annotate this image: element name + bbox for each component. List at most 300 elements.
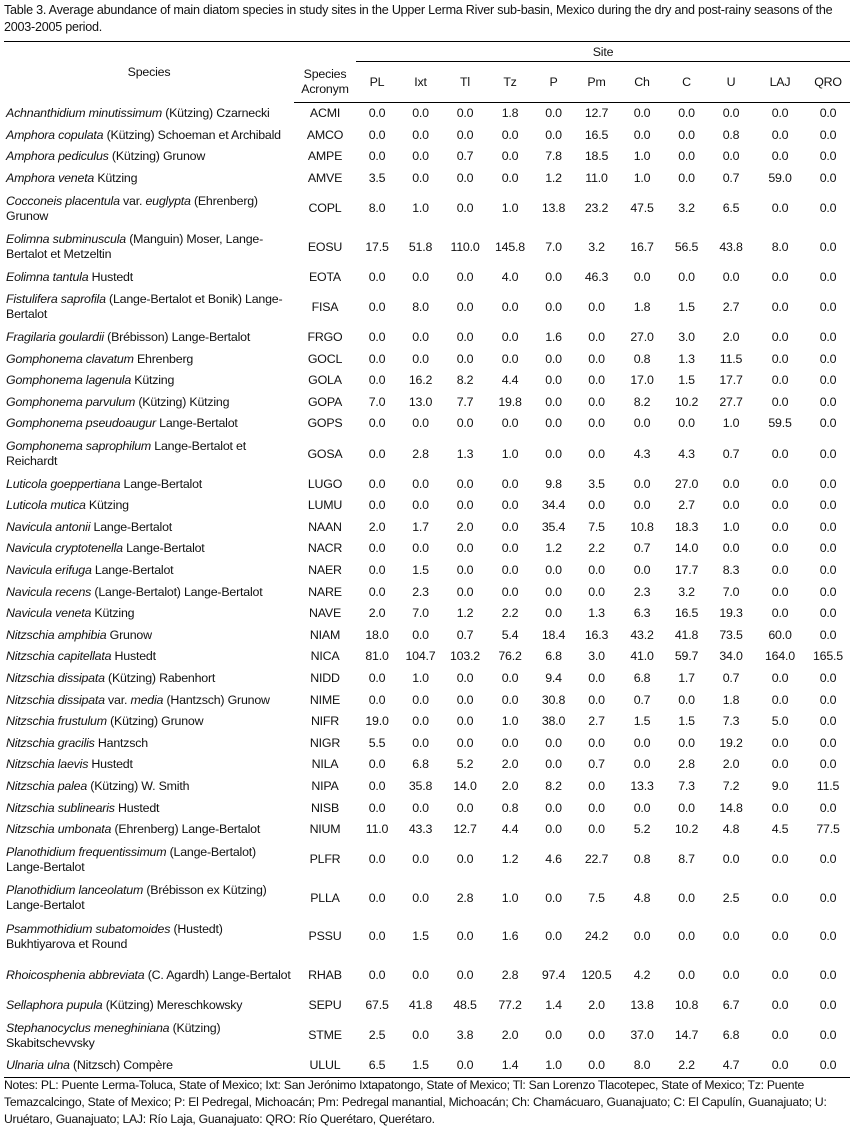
species-acronym: EOSU bbox=[307, 239, 343, 254]
abundance-cell: 0.0 bbox=[456, 735, 474, 750]
abundance-cell: 0.0 bbox=[819, 476, 837, 491]
abundance-cell: 0.0 bbox=[412, 106, 429, 121]
abundance-cell: 1.5 bbox=[398, 1055, 443, 1077]
abundance-cell: 1.0 bbox=[501, 714, 519, 729]
abundance-cell: 0.0 bbox=[678, 127, 695, 142]
table-row bbox=[4, 711, 850, 733]
abundance-cell: 0.0 bbox=[545, 606, 562, 621]
abundance-cell: 14.8 bbox=[719, 800, 743, 815]
abundance-cell: 0.0 bbox=[588, 584, 605, 599]
abundance-cell: 0.0 bbox=[456, 201, 474, 216]
abundance-cell: 4.6 bbox=[545, 852, 562, 867]
abundance-cell: 3.2 bbox=[678, 201, 695, 216]
site-column-header: C bbox=[665, 62, 708, 103]
abundance-cell: 2.0 bbox=[368, 606, 386, 621]
species-name: Nitzschia sublinearis Hustedt bbox=[6, 800, 160, 815]
abundance-cell: 8.2 bbox=[633, 394, 651, 409]
abundance-cell: 1.0 bbox=[501, 890, 519, 905]
abundance-cell: 0.0 bbox=[368, 373, 386, 388]
abundance-cell: 0.0 bbox=[819, 627, 837, 642]
abundance-cell: 6.8 bbox=[633, 670, 651, 685]
abundance-cell: 2.8 bbox=[501, 967, 519, 982]
table-row bbox=[4, 168, 850, 190]
species-name: Nitzschia amphibia Grunow bbox=[6, 627, 152, 642]
abundance-cell: 7.0 bbox=[545, 239, 562, 254]
abundance-cell: 2.0 bbox=[501, 757, 519, 772]
species-acronym: COPL bbox=[308, 201, 342, 216]
abundance-cell: 14.0 bbox=[453, 778, 477, 793]
abundance-cell: 17.7 bbox=[674, 562, 699, 577]
abundance-cell: 4.4 bbox=[501, 373, 519, 388]
abundance-cell: 13.0 bbox=[408, 394, 433, 409]
abundance-cell: 35.8 bbox=[408, 778, 433, 793]
site-column-header: Tl bbox=[443, 62, 487, 103]
species-name: Eolimna tantula Hustedt bbox=[6, 269, 133, 284]
species-acronym: NAAN bbox=[308, 519, 342, 534]
species-acronym: NARE bbox=[308, 584, 342, 599]
table-row bbox=[4, 840, 850, 879]
abundance-cell: 48.5 bbox=[453, 998, 477, 1013]
species-name: Gomphonema clavatum Ehrenberg bbox=[6, 351, 194, 366]
abundance-cell: 6.8 bbox=[412, 757, 429, 772]
abundance-cell: 0.0 bbox=[819, 519, 837, 534]
abundance-cell: 165.5 bbox=[812, 649, 843, 664]
abundance-cell: 0.0 bbox=[456, 584, 474, 599]
abundance-cell: 0.0 bbox=[501, 171, 519, 186]
abundance-cell: 0.0 bbox=[545, 584, 562, 599]
abundance-cell: 6.5 bbox=[722, 201, 740, 216]
species-acronym: PSSU bbox=[308, 929, 342, 944]
abundance-cell: 0.0 bbox=[545, 446, 562, 461]
abundance-cell: 6.8 bbox=[545, 649, 562, 664]
abundance-cell: 2.0 bbox=[368, 519, 386, 534]
abundance-cell: 0.0 bbox=[819, 967, 837, 982]
abundance-cell: 0.0 bbox=[412, 269, 429, 284]
abundance-cell: 0.0 bbox=[588, 416, 605, 431]
abundance-cell: 0.0 bbox=[412, 627, 429, 642]
abundance-cell: 0.0 bbox=[633, 269, 651, 284]
abundance-cell: 97.4 bbox=[541, 967, 566, 982]
table-row bbox=[4, 103, 850, 125]
table-row bbox=[4, 392, 850, 414]
abundance-cell: 0.7 bbox=[456, 627, 474, 642]
abundance-cell: 4.5 bbox=[771, 822, 789, 837]
abundance-cell: 0.0 bbox=[771, 852, 789, 867]
abundance-cell: 0.0 bbox=[412, 890, 429, 905]
abundance-cell: 4.4 bbox=[501, 822, 519, 837]
abundance-cell: 0.0 bbox=[771, 735, 789, 750]
abundance-cell: 0.0 bbox=[633, 106, 651, 121]
abundance-cell: 0.0 bbox=[722, 106, 740, 121]
abundance-cell: 0.0 bbox=[771, 967, 789, 982]
abundance-cell: 9.8 bbox=[545, 476, 562, 491]
abundance-cell: 34.0 bbox=[719, 649, 743, 664]
abundance-cell: 6.5 bbox=[356, 1055, 398, 1077]
abundance-cell: 0.0 bbox=[545, 351, 562, 366]
abundance-cell: 0.0 bbox=[456, 299, 474, 314]
abundance-cell: 18.5 bbox=[584, 149, 609, 164]
abundance-cell: 0.0 bbox=[545, 299, 562, 314]
species-acronym: PLFR bbox=[309, 852, 341, 867]
abundance-cell: 77.2 bbox=[498, 998, 522, 1013]
table-row bbox=[4, 689, 850, 711]
site-column-header: U bbox=[708, 62, 754, 103]
species-name: Nitzschia capitellata Hustedt bbox=[6, 649, 156, 664]
abundance-cell: 0.0 bbox=[368, 351, 386, 366]
abundance-cell: 0.0 bbox=[819, 998, 837, 1013]
species-name: Gomphonema lagenula Kützing bbox=[6, 373, 175, 388]
abundance-cell: 0.0 bbox=[368, 778, 386, 793]
abundance-cell: 0.0 bbox=[771, 890, 789, 905]
species-acronym: NIPA bbox=[311, 778, 339, 793]
abundance-cell: 27.0 bbox=[674, 476, 699, 491]
abundance-cell: 0.8 bbox=[722, 127, 740, 142]
abundance-cell: 1.0 bbox=[722, 416, 740, 431]
abundance-cell: 0.0 bbox=[412, 735, 429, 750]
abundance-cell: 2.2 bbox=[501, 606, 519, 621]
abundance-cell: 0.0 bbox=[771, 670, 789, 685]
abundance-cell: 0.0 bbox=[771, 757, 789, 772]
species-name: Planothidium lanceolatum (Brébisson ex Kützing) Lange-Bertalot bbox=[6, 883, 267, 913]
species-acronym: NIME bbox=[309, 692, 341, 707]
abundance-cell: 0.0 bbox=[678, 416, 695, 431]
abundance-cell: 0.0 bbox=[456, 800, 474, 815]
species-acronym: LUGO bbox=[307, 476, 343, 491]
abundance-cell: 11.5 bbox=[719, 351, 743, 366]
species-header: Species bbox=[4, 42, 294, 103]
abundance-cell: 0.0 bbox=[771, 351, 789, 366]
abundance-cell: 0.0 bbox=[771, 1028, 789, 1043]
abundance-cell: 0.0 bbox=[368, 929, 386, 944]
abundance-cell: 7.3 bbox=[722, 714, 740, 729]
abundance-cell: 47.5 bbox=[630, 201, 654, 216]
site-column-header: PL bbox=[356, 62, 398, 103]
table-row bbox=[4, 668, 850, 690]
abundance-cell: 41.0 bbox=[630, 649, 654, 664]
table-row bbox=[4, 267, 850, 289]
table-notes: Notes: PL: Puente Lerma-Toluca, State of Mexico; Ixt: San Jerónimo Ixtapatongo, State of Mexico; Tl: San Lorenzo Tlacotepec, State of Mexico; Tz: Puente Temazcalcingo, State of Mexico; P: El Pedregal, Michoacán; Pm: Pedregal manantial, Michoacán; Ch: Chamácuaro, Guanajuato; C: El Capulín, Guanajuato; U: Uruétaro, Guanajuato; LAJ: Río Laja, Guanajuato: QRO: Río Querétaro, Querétaro. bbox=[4, 1078, 827, 1126]
abundance-cell: 0.0 bbox=[501, 519, 519, 534]
site-column-header: Ch bbox=[619, 62, 665, 103]
abundance-cell: 5.4 bbox=[501, 627, 519, 642]
abundance-cell: 0.0 bbox=[412, 498, 429, 513]
abundance-cell: 17.5 bbox=[365, 239, 389, 254]
abundance-cell: 1.0 bbox=[412, 670, 429, 685]
table-row bbox=[4, 413, 850, 435]
abundance-cell: 14.7 bbox=[674, 1028, 699, 1043]
abundance-cell: 0.0 bbox=[456, 562, 474, 577]
abundance-cell: 0.0 bbox=[368, 498, 386, 513]
abundance-cell: 18.3 bbox=[674, 519, 699, 534]
table-row bbox=[4, 560, 850, 582]
abundance-cell: 2.0 bbox=[501, 1028, 519, 1043]
site-column-header: Pm bbox=[574, 62, 619, 103]
abundance-cell: 0.0 bbox=[456, 106, 474, 121]
abundance-cell: 0.0 bbox=[368, 416, 386, 431]
abundance-cell: 0.0 bbox=[819, 330, 837, 345]
abundance-cell: 43.2 bbox=[630, 627, 654, 642]
abundance-cell: 41.8 bbox=[408, 998, 433, 1013]
abundance-cell: 11.5 bbox=[816, 778, 840, 793]
abundance-cell: 8.2 bbox=[456, 373, 474, 388]
abundance-cell: 0.0 bbox=[368, 299, 386, 314]
abundance-cell: 0.0 bbox=[771, 929, 789, 944]
abundance-cell: 8.0 bbox=[619, 1055, 665, 1077]
abundance-cell: 9.0 bbox=[771, 778, 789, 793]
species-acronym: NIDD bbox=[310, 670, 340, 685]
abundance-cell: 1.5 bbox=[678, 373, 695, 388]
abundance-cell: 0.0 bbox=[588, 778, 605, 793]
abundance-cell: 0.0 bbox=[588, 299, 605, 314]
abundance-cell: 4.0 bbox=[501, 269, 519, 284]
abundance-cell: 1.0 bbox=[633, 171, 651, 186]
species-name: Sellaphora pupula (Kützing) Mereschkowsky bbox=[6, 998, 243, 1013]
abundance-cell: 2.5 bbox=[368, 1028, 386, 1043]
species-name: Gomphonema saprophilum Lange-Bertalot et Reichardt bbox=[6, 439, 246, 469]
abundance-cell: 0.0 bbox=[545, 735, 562, 750]
abundance-cell: 0.0 bbox=[722, 269, 740, 284]
abundance-cell: 0.0 bbox=[819, 269, 837, 284]
abundance-cell: 43.3 bbox=[408, 822, 433, 837]
abundance-cell: 145.8 bbox=[494, 239, 525, 254]
abundance-cell: 16.7 bbox=[630, 239, 654, 254]
abundance-cell: 0.0 bbox=[368, 446, 386, 461]
abundance-cell: 1.5 bbox=[412, 562, 429, 577]
site-column-header: QRO bbox=[806, 62, 850, 103]
abundance-cell: 0.0 bbox=[501, 127, 519, 142]
abundance-cell: 0.0 bbox=[412, 1028, 429, 1043]
abundance-cell: 0.0 bbox=[412, 541, 429, 556]
abundance-cell: 0.0 bbox=[545, 416, 562, 431]
abundance-cell: 1.7 bbox=[412, 519, 429, 534]
abundance-cell: 103.2 bbox=[449, 649, 480, 664]
abundance-cell: 0.0 bbox=[588, 562, 605, 577]
abundance-cell: 0.0 bbox=[368, 149, 386, 164]
abundance-cell: 0.0 bbox=[633, 562, 651, 577]
abundance-cell: 19.3 bbox=[719, 606, 743, 621]
abundance-cell: 0.0 bbox=[771, 149, 789, 164]
abundance-cell: 1.0 bbox=[533, 1055, 574, 1077]
species-acronym: ULUL bbox=[294, 1055, 356, 1077]
abundance-cell: 0.0 bbox=[368, 670, 386, 685]
abundance-cell: 12.7 bbox=[453, 822, 477, 837]
abundance-cell: 0.0 bbox=[678, 149, 695, 164]
species-acronym: AMVE bbox=[307, 171, 343, 186]
species-name: Nitzschia dissipata var. media (Hantzsch) Grunow bbox=[6, 692, 270, 707]
abundance-cell: 1.0 bbox=[633, 149, 651, 164]
abundance-cell: 0.0 bbox=[819, 670, 837, 685]
abundance-cell: 0.0 bbox=[545, 1028, 562, 1043]
abundance-cell: 6.7 bbox=[722, 998, 740, 1013]
table-row bbox=[4, 581, 850, 603]
abundance-cell: 2.0 bbox=[722, 757, 740, 772]
species-acronym: PLLA bbox=[310, 890, 340, 905]
abundance-cell: 0.0 bbox=[678, 692, 695, 707]
abundance-cell: 0.0 bbox=[819, 562, 837, 577]
abundance-cell: 0.0 bbox=[771, 498, 789, 513]
abundance-cell: 38.0 bbox=[541, 714, 566, 729]
species-name: Nitzschia laevis Hustedt bbox=[6, 757, 133, 772]
species-name: Stephanocyclus meneghiniana (Kützing) Skabitschevvsky bbox=[6, 1020, 221, 1050]
table-row bbox=[4, 495, 850, 517]
abundance-cell: 1.3 bbox=[678, 351, 695, 366]
abundance-cell: 0.0 bbox=[722, 541, 740, 556]
abundance-cell: 0.0 bbox=[588, 735, 605, 750]
abundance-cell: 2.0 bbox=[456, 519, 474, 534]
abundance-cell: 9.4 bbox=[545, 670, 562, 685]
abundance-cell: 0.0 bbox=[456, 852, 474, 867]
abundance-cell: 5.2 bbox=[633, 822, 651, 837]
abundance-cell: 0.0 bbox=[588, 498, 605, 513]
abundance-cell: 1.8 bbox=[501, 106, 519, 121]
species-acronym: NIUM bbox=[309, 822, 341, 837]
abundance-cell: 0.0 bbox=[771, 330, 789, 345]
abundance-cell: 0.0 bbox=[368, 757, 386, 772]
abundance-cell: 10.2 bbox=[674, 394, 699, 409]
abundance-cell: 2.3 bbox=[633, 584, 651, 599]
species-acronym: NIFR bbox=[310, 714, 340, 729]
abundance-cell: 0.0 bbox=[412, 330, 429, 345]
abundance-cell: 7.5 bbox=[588, 890, 605, 905]
abundance-cell: 4.7 bbox=[708, 1055, 754, 1077]
abundance-cell: 0.0 bbox=[633, 800, 651, 815]
species-acronym: NAVE bbox=[308, 606, 342, 621]
abundance-cell: 0.0 bbox=[368, 692, 386, 707]
abundance-cell: 0.0 bbox=[819, 106, 837, 121]
abundance-cell: 0.0 bbox=[368, 967, 386, 982]
abundance-cell: 0.0 bbox=[456, 127, 474, 142]
abundance-cell: 6.8 bbox=[722, 1028, 740, 1043]
abundance-cell: 1.3 bbox=[588, 606, 605, 621]
abundance-cell: 3.5 bbox=[588, 476, 605, 491]
table-row bbox=[4, 189, 850, 228]
abundance-cell: 0.8 bbox=[633, 852, 651, 867]
abundance-cell: 8.0 bbox=[771, 239, 789, 254]
abundance-cell: 10.8 bbox=[630, 519, 654, 534]
abundance-cell: 1.6 bbox=[545, 330, 562, 345]
abundance-cell: 1.2 bbox=[456, 606, 474, 621]
abundance-cell: 18.4 bbox=[541, 627, 566, 642]
abundance-cell: 0.0 bbox=[368, 127, 386, 142]
species-name: Navicula erifuga Lange-Bertalot bbox=[6, 562, 174, 577]
abundance-cell: 7.2 bbox=[722, 778, 740, 793]
abundance-cell: 0.0 bbox=[633, 476, 651, 491]
species-name: Navicula recens (Lange-Bertalot) Lange-Bertalot bbox=[6, 584, 263, 599]
table-row bbox=[4, 797, 850, 819]
abundance-cell: 0.0 bbox=[819, 735, 837, 750]
abundance-cell: 2.8 bbox=[456, 890, 474, 905]
abundance-cell: 0.0 bbox=[412, 692, 429, 707]
abundance-cell: 1.5 bbox=[633, 714, 651, 729]
abundance-cell: 77.5 bbox=[816, 822, 840, 837]
abundance-cell: 14.0 bbox=[674, 541, 699, 556]
abundance-cell: 0.0 bbox=[545, 929, 562, 944]
abundance-cell: 0.0 bbox=[501, 149, 519, 164]
abundance-cell: 1.7 bbox=[678, 670, 695, 685]
abundance-cell: 19.0 bbox=[365, 714, 389, 729]
table-row bbox=[4, 1055, 850, 1077]
species-acronym: NICA bbox=[310, 649, 340, 664]
species-name: Luticola mutica Kützing bbox=[6, 498, 129, 513]
abundance-cell: 0.0 bbox=[819, 149, 837, 164]
species-name: Cocconeis placentula var. euglypta (Ehrenberg) Grunow bbox=[6, 193, 258, 223]
abundance-cell: 0.0 bbox=[771, 562, 789, 577]
table-row bbox=[4, 879, 850, 918]
abundance-cell: 0.0 bbox=[545, 562, 562, 577]
abundance-cell: 59.5 bbox=[768, 416, 792, 431]
abundance-cell: 0.0 bbox=[678, 735, 695, 750]
abundance-cell: 0.0 bbox=[819, 584, 837, 599]
abundance-cell: 0.0 bbox=[412, 967, 429, 982]
abundance-cell: 19.8 bbox=[498, 394, 522, 409]
site-column-header: Ixt bbox=[398, 62, 443, 103]
abundance-cell: 8.7 bbox=[678, 852, 695, 867]
abundance-cell: 0.0 bbox=[545, 127, 562, 142]
abundance-cell: 0.0 bbox=[456, 416, 474, 431]
species-acronym: LUMU bbox=[307, 498, 343, 513]
abundance-cell: 3.0 bbox=[588, 649, 605, 664]
abundance-cell: 3.0 bbox=[678, 330, 695, 345]
abundance-cell: 7.0 bbox=[412, 606, 429, 621]
abundance-cell: 30.8 bbox=[541, 692, 566, 707]
abundance-cell: 0.0 bbox=[819, 714, 837, 729]
abundance-cell: 2.7 bbox=[722, 299, 740, 314]
abundance-cell: 0.8 bbox=[633, 351, 651, 366]
abundance-cell: 27.0 bbox=[630, 330, 654, 345]
table-row bbox=[4, 646, 850, 668]
abundance-cell: 0.0 bbox=[501, 351, 519, 366]
table-row bbox=[4, 348, 850, 370]
abundance-cell: 0.0 bbox=[678, 171, 695, 186]
abundance-cell: 0.0 bbox=[819, 890, 837, 905]
abundance-cell: 13.8 bbox=[541, 201, 566, 216]
abundance-cell: 0.0 bbox=[588, 373, 605, 388]
abundance-cell: 0.0 bbox=[456, 967, 474, 982]
abundance-cell: 7.7 bbox=[456, 394, 474, 409]
abundance-cell: 27.7 bbox=[719, 394, 743, 409]
abundance-cell: 0.0 bbox=[819, 201, 837, 216]
site-column-header: Tz bbox=[487, 62, 533, 103]
abundance-cell: 0.0 bbox=[633, 735, 651, 750]
abundance-cell: 0.0 bbox=[771, 373, 789, 388]
abundance-cell: 1.2 bbox=[545, 541, 562, 556]
abundance-cell: 10.8 bbox=[674, 998, 699, 1013]
abundance-cell: 73.5 bbox=[719, 627, 743, 642]
abundance-cell: 2.2 bbox=[588, 541, 605, 556]
abundance-cell: 0.0 bbox=[771, 106, 789, 121]
abundance-cell: 0.0 bbox=[588, 446, 605, 461]
abundance-cell: 0.0 bbox=[588, 670, 605, 685]
abundance-cell: 0.0 bbox=[678, 929, 695, 944]
abundance-cell: 0.0 bbox=[501, 476, 519, 491]
abundance-cell: 46.3 bbox=[584, 269, 609, 284]
abundance-cell: 2.3 bbox=[412, 584, 429, 599]
abundance-cell: 0.0 bbox=[819, 498, 837, 513]
abundance-cell: 0.0 bbox=[819, 757, 837, 772]
acronym-header: Species Acronym bbox=[294, 62, 356, 103]
abundance-cell: 0.0 bbox=[456, 541, 474, 556]
abundance-cell: 0.0 bbox=[771, 394, 789, 409]
abundance-table bbox=[4, 41, 850, 1078]
abundance-cell: 16.2 bbox=[408, 373, 433, 388]
abundance-cell: 0.0 bbox=[722, 852, 740, 867]
abundance-cell: 0.0 bbox=[456, 476, 474, 491]
abundance-cell: 76.2 bbox=[498, 649, 522, 664]
abundance-cell: 0.0 bbox=[771, 692, 789, 707]
abundance-cell: 0.0 bbox=[722, 929, 740, 944]
abundance-cell: 8.2 bbox=[545, 778, 562, 793]
abundance-cell: 6.3 bbox=[633, 606, 651, 621]
